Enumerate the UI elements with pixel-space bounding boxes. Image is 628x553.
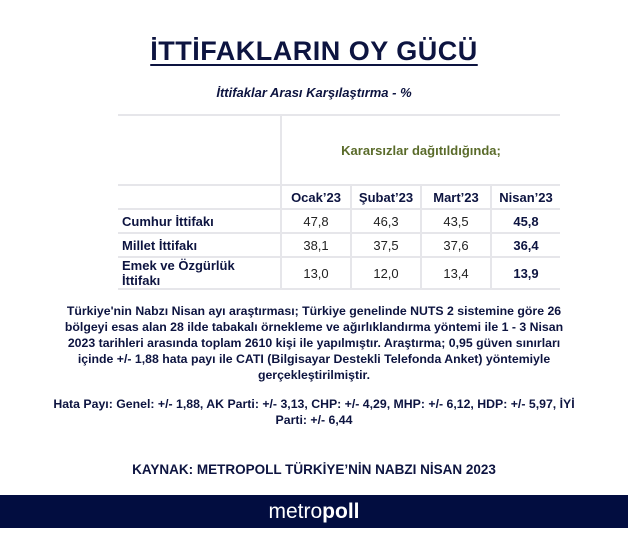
column-header: Mart’23 — [421, 185, 491, 209]
table-row — [118, 233, 560, 257]
cell: 13,0 — [281, 257, 351, 289]
cell: 38,1 — [281, 233, 351, 257]
cell: 43,5 — [421, 209, 491, 233]
column-header: Nisan’23 — [491, 185, 560, 209]
column-header: Şubat’23 — [351, 185, 421, 209]
cell: 12,0 — [351, 257, 421, 289]
cell: 13,4 — [421, 257, 491, 289]
methodology-text: Türkiye'nin Nabzı Nisan ayı araştırması; Türkiye genelinde NUTS 2 sistemine göre 26 bölgeyi esas alan 28 ilde tabakalı örnekleme ve ağırlıklandırma yöntemi ile 1 - 3 Nisan 2023 tarihleri arasında toplam 2610 kişi ile yapılmıştır. Araştırma; 0,95 güven sınırları içinde +/- 1,88 hata payı ile CATI (Bilgisayar Destekli Telefonda Anket) yöntemiyle gerçekleştirilmiştir. — [64, 304, 564, 382]
table-row — [118, 257, 560, 289]
metropoll-logo: metropoll — [268, 499, 360, 523]
row-label: Emek ve Özgürlük İttifakı — [118, 257, 281, 289]
cell: 45,8 — [491, 209, 560, 233]
results-table — [118, 114, 560, 290]
group-header: Kararsızlar dağıtıldığında; — [281, 115, 560, 185]
row-label: Cumhur İttifakı — [118, 209, 281, 233]
cell: 46,3 — [351, 209, 421, 233]
table-row — [118, 209, 560, 233]
cell: 37,6 — [421, 233, 491, 257]
footer-banner — [0, 495, 628, 528]
cell: 37,5 — [351, 233, 421, 257]
column-header: Ocak’23 — [281, 185, 351, 209]
cell: 13,9 — [491, 257, 560, 289]
group-header-row — [118, 115, 560, 185]
cell: 47,8 — [281, 209, 351, 233]
margin-of-error-text: Hata Payı: Genel: +/- 1,88, AK Parti: +/- 3,13, CHP: +/- 4,29, MHP: +/- 6,12, HDP: +/- 5,97, İYİ Parti: +/- 6,44 — [53, 397, 575, 427]
subtitle: İttifaklar Arası Karşılaştırma - % — [216, 85, 412, 100]
page-title: İTTİFAKLARIN OY GÜCÜ — [150, 36, 478, 66]
column-header-row — [118, 185, 560, 209]
row-label: Millet İttifakı — [118, 233, 281, 257]
cell: 36,4 — [491, 233, 560, 257]
source-text: KAYNAK: METROPOLL TÜRKİYE’NİN NABZI NİSAN 2023 — [132, 462, 496, 477]
